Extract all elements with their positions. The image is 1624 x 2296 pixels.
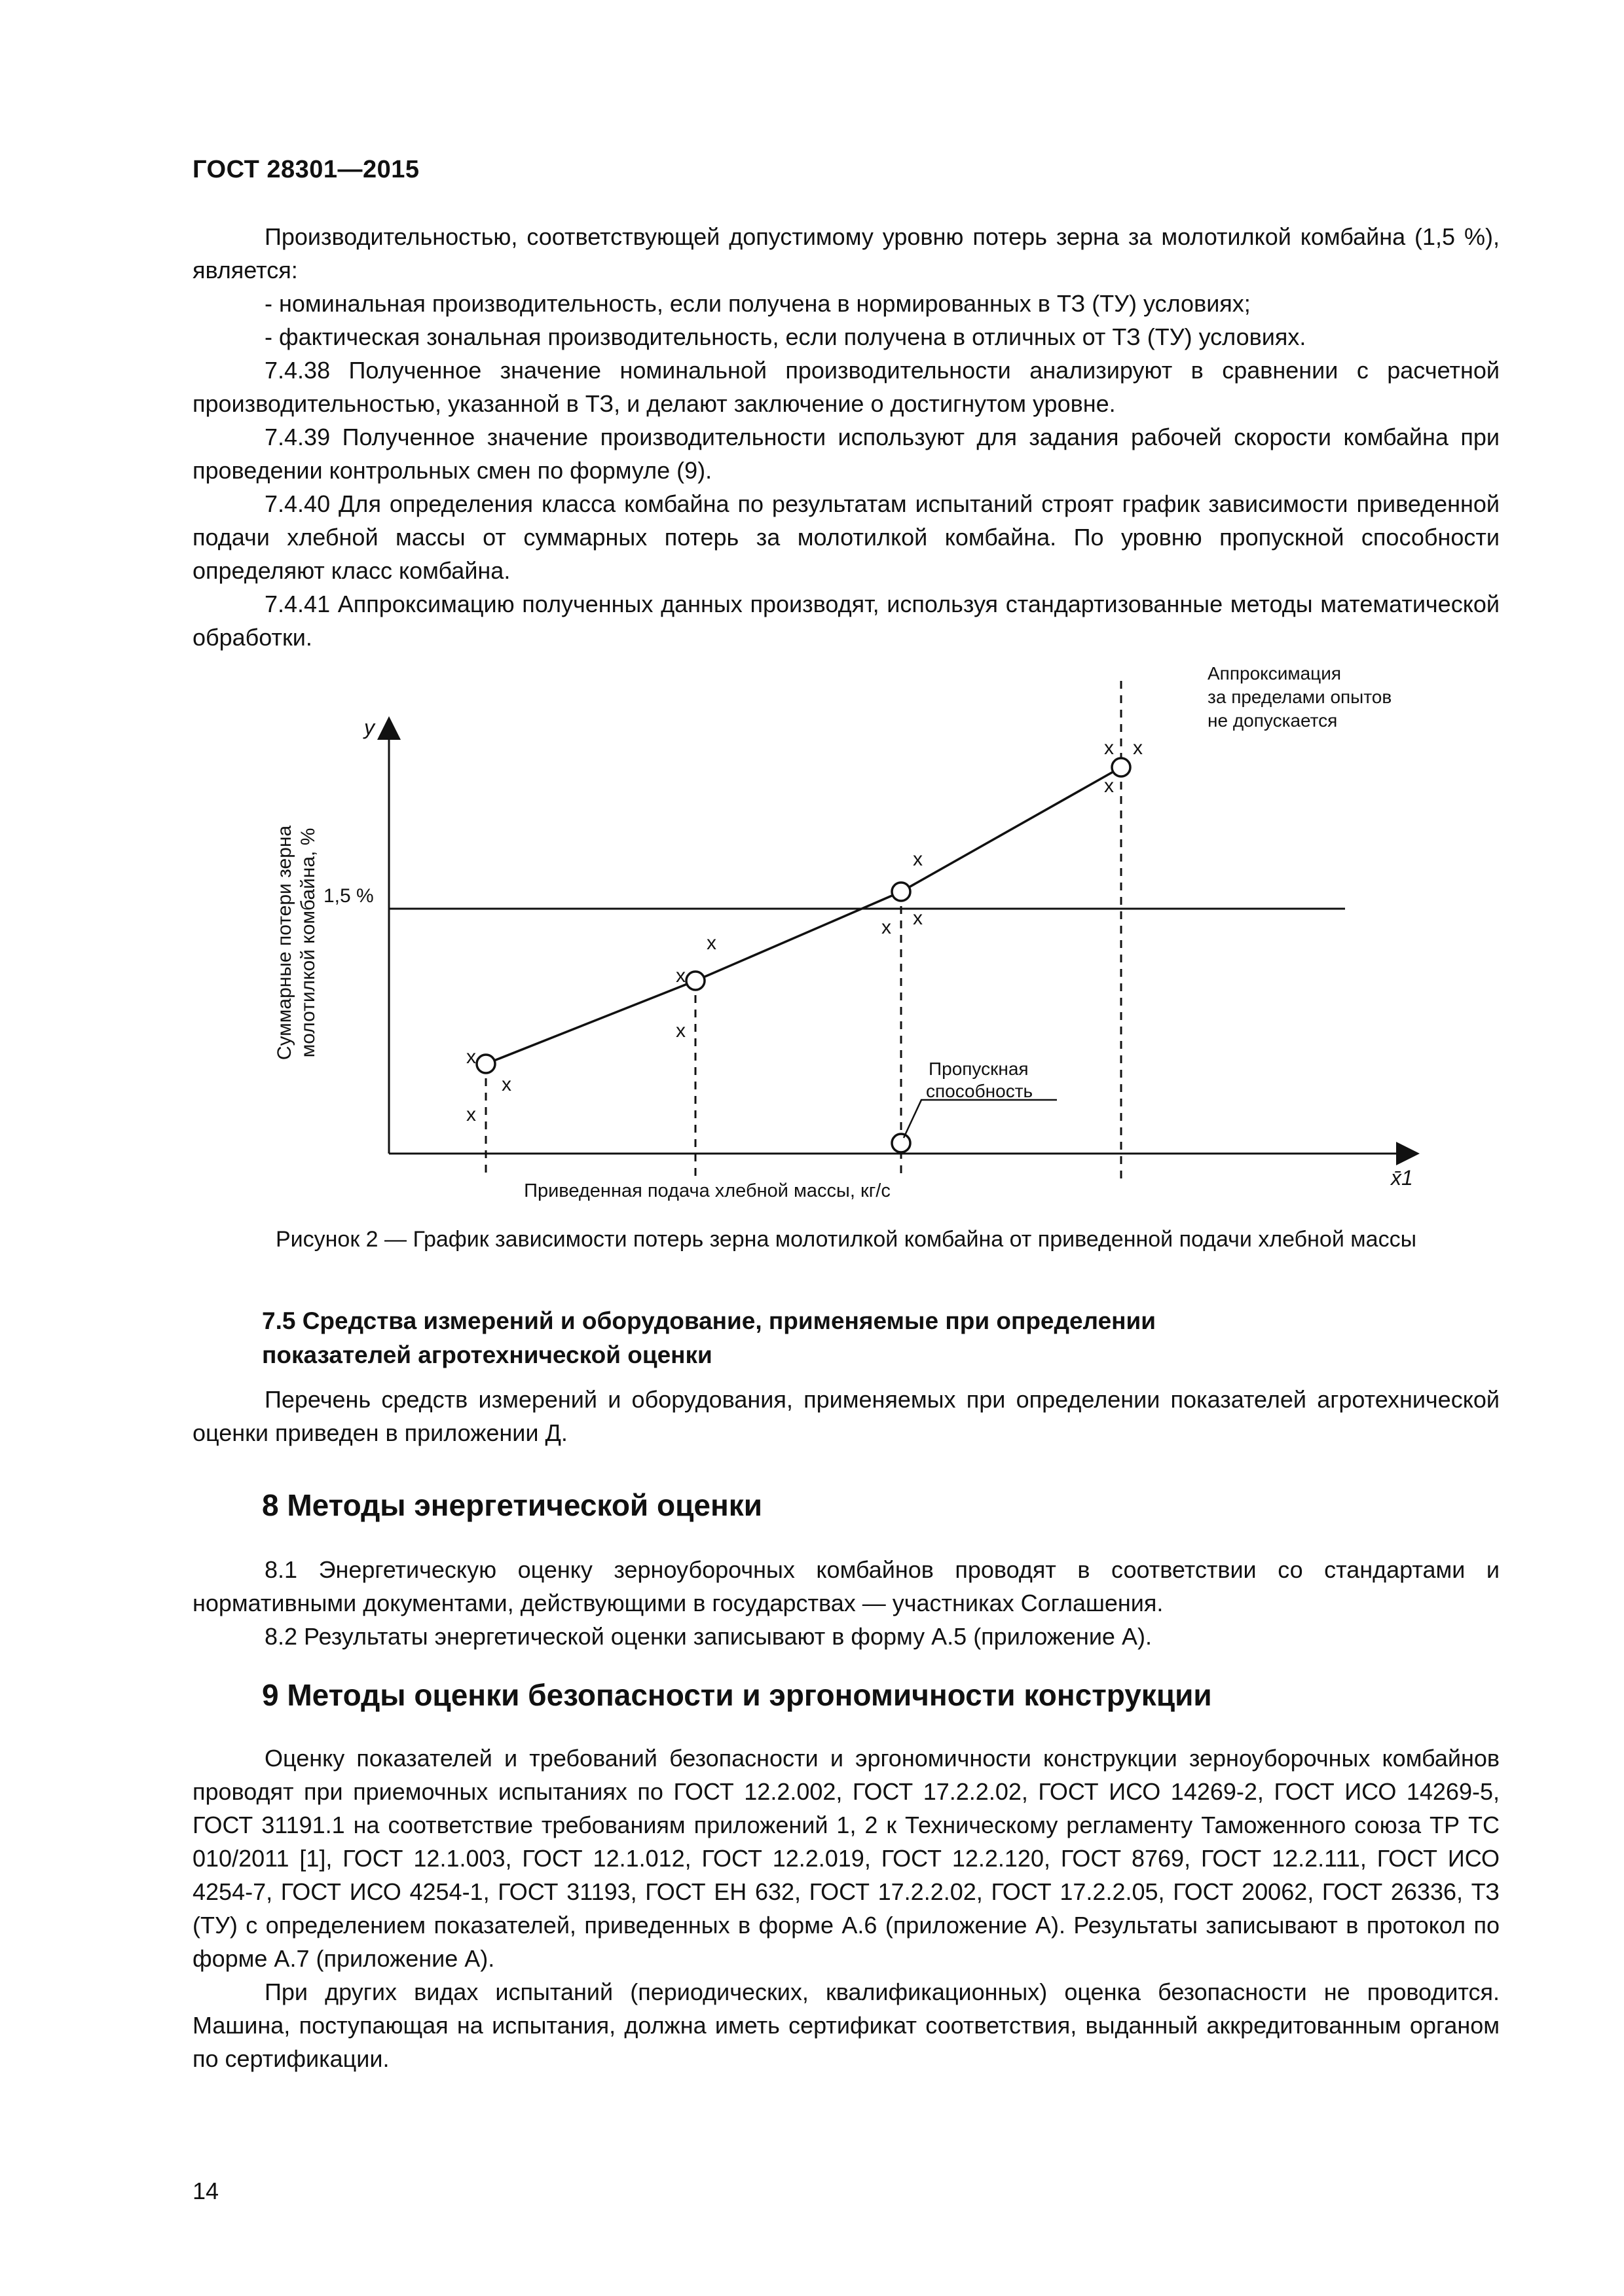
throughput-point (892, 1134, 910, 1152)
approximation-note-line1: Аппроксимация (1208, 663, 1342, 683)
y-axis-symbol: y (364, 716, 375, 739)
mean-point-1 (477, 1055, 495, 1073)
scatter-marker: x (707, 932, 716, 954)
section-7-5-heading (262, 1304, 1375, 1372)
x-axis-title: Приведенная подача хлебной массы, кг/с (524, 1180, 891, 1201)
x-axis-symbol: x̄1 (1391, 1166, 1413, 1190)
section-8-heading: 8 Методы энергетической оценки (262, 1488, 763, 1522)
y-axis-title-line1: Суммарные потери зерна (274, 825, 295, 1061)
scatter-marker: x (676, 965, 686, 987)
scatter-marker: x (913, 848, 923, 870)
approximation-note-line2: за пределами опытов (1208, 687, 1392, 707)
intro-text (193, 220, 1500, 654)
section-7-5-heading-line1: 7.5 Средства измерений и оборудование, применяемые при определении (262, 1307, 1156, 1334)
figure-caption: Рисунок 2 — График зависимости потерь зерна молотилкой комбайна от приведенной подачи хлебной массы (275, 1227, 1417, 1252)
scatter-marker: x (466, 1046, 476, 1068)
section-7-5-paragraph: Перечень средств измерений и оборудования, применяемых при определении показателей агротехнической оценки приведен в приложении Д. (193, 1386, 1500, 1446)
threshold-label: 1,5 % (323, 885, 374, 907)
approximation-note-line3: не допускается (1208, 710, 1338, 731)
section-7-5-heading-line2: показателей агротехнической оценки (262, 1341, 712, 1368)
y-axis-title-line2: молотилкой комбайна, % (297, 828, 319, 1058)
scatter-marker: x (466, 1104, 476, 1125)
callout-leader (904, 1100, 1057, 1138)
section-8-body (193, 1553, 1500, 1653)
scatter-marker: x (1104, 737, 1114, 759)
mean-point-4 (1112, 758, 1130, 776)
paragraph-7-4-38: 7.4.38 Полученное значение номинальной производительности анализируют в сравнении с расчетной производительностью, указанной в ТЗ, и делают заключение о достигнутом уровне. (193, 357, 1500, 417)
paragraph-7-4-40: 7.4.40 Для определения класса комбайна по результатам испытаний строят график зависимости приведенной подачи хлебной массы от суммарных потерь за молотилкой комбайна. По уровню пропускной способности определяют класс комбайна. (193, 490, 1500, 584)
scatter-marker: x (881, 917, 891, 938)
scatter-marker: x (502, 1074, 511, 1095)
paragraph-9-2: При других видах испытаний (периодических, квалификационных) оценка безопасности не проводится. Машина, поступающая на испытания, должна иметь сертификат соответствия, выданный аккредитованным органом по сертификации. (193, 1978, 1500, 2072)
paragraph-7-4-41: 7.4.41 Аппроксимацию полученных данных производят, используя стандартизованные методы математической обработки. (193, 591, 1500, 651)
scatter-marker: x (913, 907, 923, 929)
page-number: 14 (193, 2178, 219, 2204)
paragraph-8-1: 8.1 Энергетическую оценку зерноуборочных комбайнов проводят в соответствии со стандартами и нормативными документами, действующими в государствах — участниках Соглашения. (193, 1556, 1500, 1616)
mean-point-2 (686, 972, 705, 990)
loss-vs-feed-diagram (193, 655, 1500, 1218)
throughput-label-line1: Пропускная (929, 1059, 1029, 1079)
scatter-marker: x (1133, 737, 1143, 759)
scatter-marker: x (1104, 775, 1114, 797)
section-7-5-body (193, 1383, 1500, 1449)
paragraph-9-1: Оценку показателей и требований безопасности и эргономичности конструкции зерноуборочных комбайнов проводят при приемочных испытаниях по ГОСТ 12.2.002, ГОСТ 17.2.2.02, ГОСТ ИСО 14269-2, ГОСТ ИСО 14269-5, ГОСТ 31191.1 на соответствие требованиям приложений 1, 2 к Техническому регламенту Таможенного союза ТР ТС 010/2011 [1], ГОСТ 12.1.003, ГОСТ 12.1.012, ГОСТ 12.2.019, ГОСТ 12.2.120, ГОСТ 8769, ГОСТ 12.2.111, ГОСТ ИСО 4254-7, ГОСТ ИСО 4254-1, ГОСТ 31193, ГОСТ ЕН 632, ГОСТ 17.2.2.02, ГОСТ 17.2.2.05, ГОСТ 20062, ГОСТ 26336, ТЗ (ТУ) с определением показателей, приведенных в форме А.6 (приложение А). Результаты записывают в протокол по форме А.7 (приложение А). (193, 1745, 1500, 1972)
mean-point-3 (892, 883, 910, 901)
paragraph-8-2: 8.2 Результаты энергетической оценки записывают в форму А.5 (приложение А). (265, 1623, 1152, 1650)
figure-2 (193, 655, 1500, 1218)
paragraph-7-4-39: 7.4.39 Полученное значение производительности используют для задания рабочей скорости комбайна при проведении контрольных смен по формуле (9). (193, 424, 1500, 484)
throughput-label-line2: способность (926, 1081, 1033, 1101)
standard-code: ГОСТ 28301—2015 (193, 156, 420, 183)
scatter-marker: x (676, 1020, 686, 1042)
list-item-nominal: - номинальная производительность, если получена в нормированных в ТЗ (ТУ) условиях; (265, 290, 1251, 317)
paragraph-productivity: Производительностью, соответствующей допустимому уровню потерь зерна за молотилкой комбайна (1,5 %), является: (193, 223, 1500, 283)
section-9-body (193, 1741, 1500, 2075)
approximation-line (486, 767, 1121, 1064)
list-item-actual: - фактическая зональная производительность, если получена в отличных от ТЗ (ТУ) условиях. (265, 323, 1306, 350)
section-9-heading: 9 Методы оценки безопасности и эргономичности конструкции (262, 1678, 1212, 1712)
